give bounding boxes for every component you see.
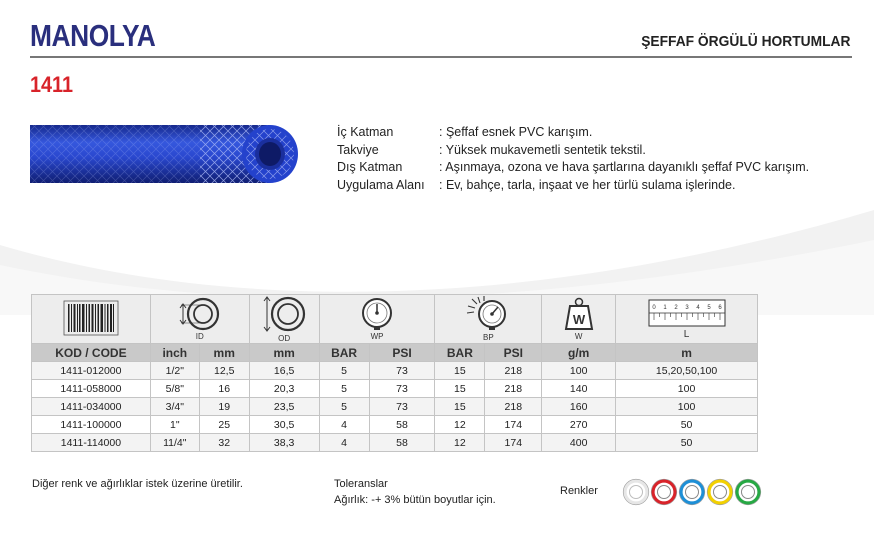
spec-value: : Aşınmaya, ozona ve hava şartlarına dayanıklı şeffaf PVC karışım. — [439, 160, 810, 174]
cell-code: 1411-058000 — [32, 380, 151, 398]
table-row — [32, 416, 758, 434]
cell-code: 1411-034000 — [32, 398, 151, 416]
table-row — [32, 398, 758, 416]
cell-weight: 160 — [542, 398, 616, 416]
cell-inch: 1/2" — [150, 362, 199, 380]
wp-caption: WP — [370, 332, 384, 341]
custom-order-note: Diğer renk ve ağırlıklar istek üzerine üretilir. — [32, 478, 243, 490]
ruler-tick-label: 6 — [717, 305, 722, 311]
spec-row-outer-layer — [337, 159, 809, 177]
header-bp-psi: PSI — [485, 344, 542, 362]
length-ruler-icon — [648, 299, 726, 327]
cell-bp-bar: 12 — [435, 434, 485, 452]
table-row — [32, 380, 758, 398]
l-caption: L — [683, 329, 690, 340]
cell-id-mm: 19 — [199, 398, 249, 416]
cell-id-mm: 25 — [199, 416, 249, 434]
icon-row — [32, 295, 758, 344]
cell-inch: 3/4" — [150, 398, 199, 416]
header-length: m — [616, 344, 758, 362]
cell-od-mm: 38,3 — [249, 434, 319, 452]
yellow-color-swatch — [707, 479, 733, 505]
color-swatches — [622, 478, 762, 506]
header-weight: g/m — [542, 344, 616, 362]
cell-wp-bar: 5 — [319, 380, 369, 398]
burst-gauge-icon — [464, 296, 512, 332]
spec-label: Takviye — [337, 142, 379, 157]
header-inch: inch — [150, 344, 199, 362]
id-caption: ID — [195, 332, 204, 341]
spec-row-inner-layer — [337, 124, 809, 142]
cell-wp-bar: 4 — [319, 434, 369, 452]
green-color-swatch — [735, 479, 761, 505]
inner-diameter-icon — [177, 297, 223, 331]
cell-length: 15,20,50,100 — [616, 362, 758, 380]
header-wp-psi: PSI — [369, 344, 435, 362]
red-color-swatch — [651, 479, 677, 505]
cell-length: 50 — [616, 416, 758, 434]
cell-length: 100 — [616, 398, 758, 416]
weight-icon — [564, 297, 594, 331]
spec-label: Dış Katman — [337, 160, 403, 174]
ruler-tick-label: 4 — [695, 305, 700, 311]
outer-diameter-icon — [261, 295, 307, 333]
header-divider — [30, 56, 852, 58]
cell-inch: 1" — [150, 416, 199, 434]
cell-bp-bar: 15 — [435, 362, 485, 380]
cell-bp-psi: 218 — [485, 380, 542, 398]
spec-list — [337, 124, 809, 194]
cell-code: 1411-012000 — [32, 362, 151, 380]
spec-label: İç Katman — [337, 125, 394, 139]
cell-id-mm: 32 — [199, 434, 249, 452]
cell-weight: 270 — [542, 416, 616, 434]
table-body — [32, 362, 758, 452]
table-header-row — [32, 344, 758, 362]
product-table — [31, 294, 758, 452]
model-number: 1411 — [30, 72, 73, 97]
cell-weight: 140 — [542, 380, 616, 398]
spec-row-application — [337, 177, 809, 195]
cell-code: 1411-114000 — [32, 434, 151, 452]
barcode-icon — [63, 300, 119, 336]
table-row — [32, 362, 758, 380]
ruler-tick-label: 5 — [706, 305, 711, 311]
cell-wp-psi: 58 — [369, 434, 435, 452]
spec-label: Uygulama Alanı — [337, 177, 425, 192]
cell-wp-bar: 5 — [319, 398, 369, 416]
header-code: KOD / CODE — [32, 344, 151, 362]
spec-row-reinforcement — [337, 142, 809, 160]
tolerance-title: Toleranslar — [334, 478, 388, 490]
cell-wp-psi: 58 — [369, 416, 435, 434]
spec-value: : Ev, bahçe, tarla, inşaat ve her türlü sulama işlerinde. — [439, 177, 736, 192]
cell-length: 100 — [616, 380, 758, 398]
w-caption: W — [574, 332, 583, 341]
ruler-tick-label: 0 — [651, 305, 656, 311]
cell-wp-psi: 73 — [369, 362, 435, 380]
cell-bp-bar: 15 — [435, 398, 485, 416]
cell-wp-bar: 5 — [319, 362, 369, 380]
cell-od-mm: 20,3 — [249, 380, 319, 398]
brand-logo: MANOLYA — [30, 18, 156, 53]
colors-label: Renkler — [560, 485, 598, 497]
cell-bp-bar: 15 — [435, 380, 485, 398]
cell-bp-psi: 174 — [485, 434, 542, 452]
hose-image — [30, 122, 300, 186]
table-row — [32, 434, 758, 452]
cell-od-mm: 16,5 — [249, 362, 319, 380]
cell-inch: 5/8" — [150, 380, 199, 398]
cell-bp-psi: 218 — [485, 362, 542, 380]
od-caption: OD — [278, 334, 291, 343]
ruler-tick-label: 1 — [662, 305, 667, 311]
tolerance-text: Ağırlık: -+ 3% bütün boyutlar için. — [334, 494, 496, 506]
cell-id-mm: 12,5 — [199, 362, 249, 380]
blue-color-swatch — [679, 479, 705, 505]
weight-symbol: W — [572, 312, 585, 327]
cell-wp-bar: 4 — [319, 416, 369, 434]
cell-wp-psi: 73 — [369, 398, 435, 416]
header-bp-bar: BAR — [435, 344, 485, 362]
cell-weight: 100 — [542, 362, 616, 380]
cell-code: 1411-100000 — [32, 416, 151, 434]
cell-bp-psi: 174 — [485, 416, 542, 434]
cell-od-mm: 30,5 — [249, 416, 319, 434]
pressure-gauge-icon — [359, 297, 395, 331]
bp-caption: BP — [483, 333, 494, 342]
category-title: ŞEFFAF ÖRGÜLÜ HORTUMLAR — [640, 33, 850, 50]
ruler-tick-label: 3 — [684, 305, 689, 311]
header-wp-bar: BAR — [319, 344, 369, 362]
cell-bp-psi: 218 — [485, 398, 542, 416]
spec-value: : Yüksek mukavemetli sentetik tekstil. — [439, 142, 646, 157]
header-id-mm: mm — [199, 344, 249, 362]
cell-wp-psi: 73 — [369, 380, 435, 398]
cell-inch: 11/4" — [150, 434, 199, 452]
cell-length: 50 — [616, 434, 758, 452]
cell-od-mm: 23,5 — [249, 398, 319, 416]
clear-color-swatch — [623, 479, 649, 505]
header-od-mm: mm — [249, 344, 319, 362]
cell-weight: 400 — [542, 434, 616, 452]
cell-id-mm: 16 — [199, 380, 249, 398]
cell-bp-bar: 12 — [435, 416, 485, 434]
spec-value: : Şeffaf esnek PVC karışım. — [439, 125, 593, 139]
ruler-tick-label: 2 — [673, 305, 678, 311]
